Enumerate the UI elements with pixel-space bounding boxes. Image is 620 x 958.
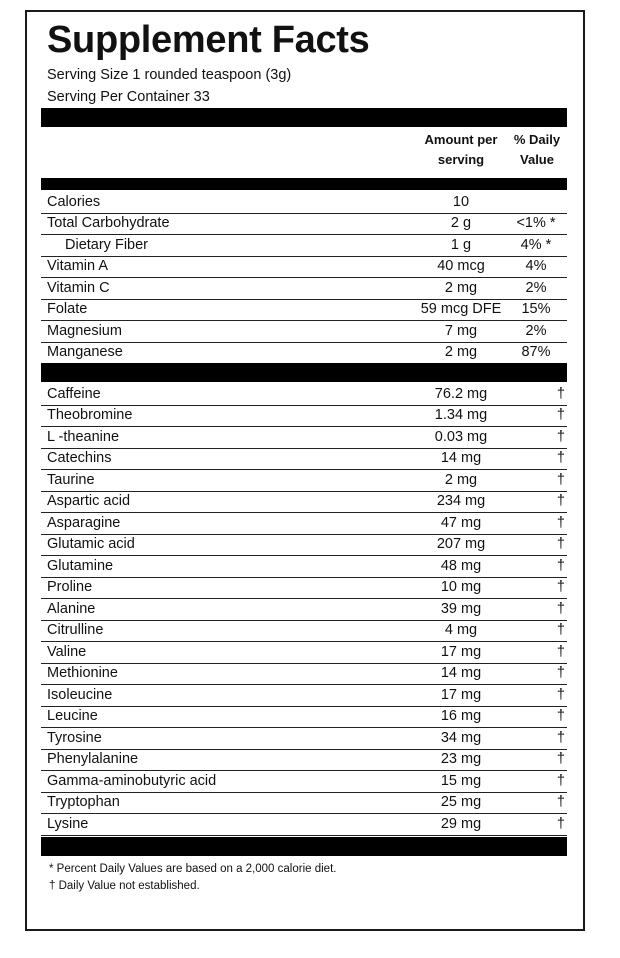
table-row <box>41 750 567 772</box>
daily-value-header <box>511 130 563 170</box>
ingredient-name: Alanine <box>47 600 96 617</box>
daily-value: † <box>556 622 565 638</box>
daily-value: 4% <box>525 258 547 274</box>
ingredient-amount: 14 mg <box>440 450 482 466</box>
ingredient-name: Isoleucine <box>47 686 113 703</box>
table-row <box>41 771 567 793</box>
table-row <box>41 642 567 664</box>
table-row <box>41 278 567 300</box>
ingredient-name: Caffeine <box>47 385 101 402</box>
table-row <box>41 192 567 214</box>
dv-header-line2: Value <box>520 152 554 167</box>
servings-per-container: Serving Per Container 33 <box>47 89 210 105</box>
table-row <box>41 578 567 600</box>
table-row <box>41 685 567 707</box>
table-row <box>41 300 567 322</box>
daily-value: † <box>556 729 565 746</box>
ingredient-amount: 2 mg <box>444 344 478 360</box>
ingredient-name: Taurine <box>47 471 95 488</box>
daily-value: 15% <box>521 301 551 317</box>
ingredient-amount: 2 mg <box>444 471 478 488</box>
daily-value: 2% <box>525 322 547 339</box>
ingredient-name: Aspartic acid <box>47 493 131 509</box>
table-row <box>41 535 567 557</box>
daily-value: † <box>556 557 565 574</box>
daily-value: 4% * <box>520 236 552 253</box>
ingredient-amount: 15 mg <box>440 772 482 789</box>
daily-value: † <box>556 579 565 595</box>
amount-header-line2: serving <box>437 152 485 167</box>
ingredient-amount: 48 mg <box>440 557 482 574</box>
daily-value: † <box>556 493 565 509</box>
ingredient-amount: 47 mg <box>440 514 482 531</box>
ingredient-amount: 23 mg <box>440 751 482 767</box>
ingredient-amount: 17 mg <box>440 686 482 703</box>
daily-value: † <box>556 751 565 767</box>
table-row <box>41 427 567 449</box>
table-row <box>41 814 567 836</box>
panel-title: Supplement Facts <box>47 19 370 61</box>
daily-value: 2% <box>525 279 547 296</box>
table-row <box>41 492 567 514</box>
ingredient-name: Theobromine <box>47 407 133 423</box>
daily-value: † <box>556 514 565 531</box>
daily-value: † <box>556 428 565 445</box>
table-row <box>41 556 567 578</box>
serving-size: Serving Size 1 rounded teaspoon (3g) <box>47 67 292 83</box>
ingredient-name: Vitamin A <box>47 258 108 274</box>
daily-value: † <box>556 772 565 789</box>
ingredient-amount: 1 g <box>450 236 472 253</box>
ingredient-name: Leucine <box>47 708 98 724</box>
ingredient-amount: 34 mg <box>440 729 482 746</box>
ingredient-name: Glutamine <box>47 557 114 574</box>
ingredient-name: Proline <box>47 579 93 595</box>
ingredient-amount: 207 mg <box>436 536 486 552</box>
ingredient-amount: 17 mg <box>440 643 482 660</box>
ingredient-name: Tyrosine <box>47 729 102 746</box>
table-row <box>41 343 567 365</box>
table-row <box>41 621 567 643</box>
table-row <box>41 321 567 343</box>
table-row <box>41 599 567 621</box>
footnote-daily-values: * Percent Daily Values are based on a 2,000 calorie diet. <box>49 863 337 875</box>
table-row <box>41 449 567 471</box>
daily-value: † <box>556 643 565 660</box>
table-row <box>41 793 567 815</box>
table-row <box>41 214 567 236</box>
footnote-dagger: † Daily Value not established. <box>49 880 200 892</box>
daily-value: † <box>556 407 565 423</box>
daily-value: <1% * <box>516 215 556 231</box>
ingredient-name: Dietary Fiber <box>65 236 148 253</box>
thick-divider-bottom <box>41 837 567 856</box>
table-row <box>41 513 567 535</box>
ingredient-amount: 14 mg <box>440 665 482 681</box>
ingredient-amount: 0.03 mg <box>434 428 488 445</box>
ingredient-name: Catechins <box>47 450 112 466</box>
ingredient-name: Asparagine <box>47 514 121 531</box>
ingredient-name: Tryptophan <box>47 794 120 810</box>
ingredient-name: Total Carbohydrate <box>47 215 170 231</box>
amount-header-line1: Amount per <box>424 132 498 147</box>
table-row <box>41 384 567 406</box>
daily-value: † <box>556 385 565 402</box>
supplement-facts-panel <box>25 10 585 931</box>
daily-value: † <box>556 536 565 552</box>
thick-divider-middle <box>41 363 567 382</box>
daily-value: † <box>556 686 565 703</box>
ingredient-name: Valine <box>47 643 87 660</box>
daily-value: † <box>556 794 565 810</box>
table-row <box>41 470 567 492</box>
ingredient-name: Citrulline <box>47 622 104 638</box>
daily-value: † <box>556 471 565 488</box>
daily-value: 87% <box>521 344 551 360</box>
ingredient-name: Glutamic acid <box>47 536 135 552</box>
daily-value: † <box>556 600 565 617</box>
table-row <box>41 257 567 279</box>
ingredient-name: Phenylalanine <box>47 751 139 767</box>
table-row <box>41 235 567 257</box>
table-row <box>41 664 567 686</box>
ingredient-amount: 4 mg <box>444 622 478 638</box>
table-row <box>41 406 567 428</box>
dv-header-line1: % Daily <box>513 132 561 147</box>
ingredient-amount: 2 mg <box>444 279 478 296</box>
ingredient-name: Calories <box>47 193 101 210</box>
ingredient-amount: 7 mg <box>444 322 478 339</box>
ingredient-amount: 39 mg <box>440 600 482 617</box>
ingredient-name: Vitamin C <box>47 279 110 296</box>
thick-divider-top <box>41 108 567 127</box>
ingredient-amount: 10 <box>452 193 470 210</box>
ingredient-name: Gamma-aminobutyric acid <box>47 772 217 789</box>
daily-value: † <box>556 708 565 724</box>
ingredient-name: L -theanine <box>47 428 120 445</box>
ingredient-amount: 10 mg <box>440 579 482 595</box>
ingredient-amount: 16 mg <box>440 708 482 724</box>
ingredient-amount: 2 g <box>450 215 472 231</box>
ingredient-name: Lysine <box>47 815 89 832</box>
amount-per-serving-header <box>411 130 511 170</box>
table-row <box>41 707 567 729</box>
ingredient-amount: 29 mg <box>440 815 482 832</box>
daily-value: † <box>556 450 565 466</box>
daily-value: † <box>556 815 565 832</box>
ingredient-amount: 25 mg <box>440 794 482 810</box>
ingredient-amount: 76.2 mg <box>434 385 488 402</box>
thick-divider-header <box>41 178 567 190</box>
ingredient-amount: 234 mg <box>436 493 486 509</box>
daily-value: † <box>556 665 565 681</box>
table-row <box>41 728 567 750</box>
ingredient-amount: 40 mcg <box>437 258 485 274</box>
ingredient-name: Manganese <box>47 344 123 360</box>
ingredient-name: Folate <box>47 301 88 317</box>
ingredient-name: Methionine <box>47 665 118 681</box>
ingredient-amount: 59 mcg DFE <box>420 301 502 317</box>
ingredient-amount: 1.34 mg <box>434 407 488 423</box>
ingredient-name: Magnesium <box>47 322 122 339</box>
